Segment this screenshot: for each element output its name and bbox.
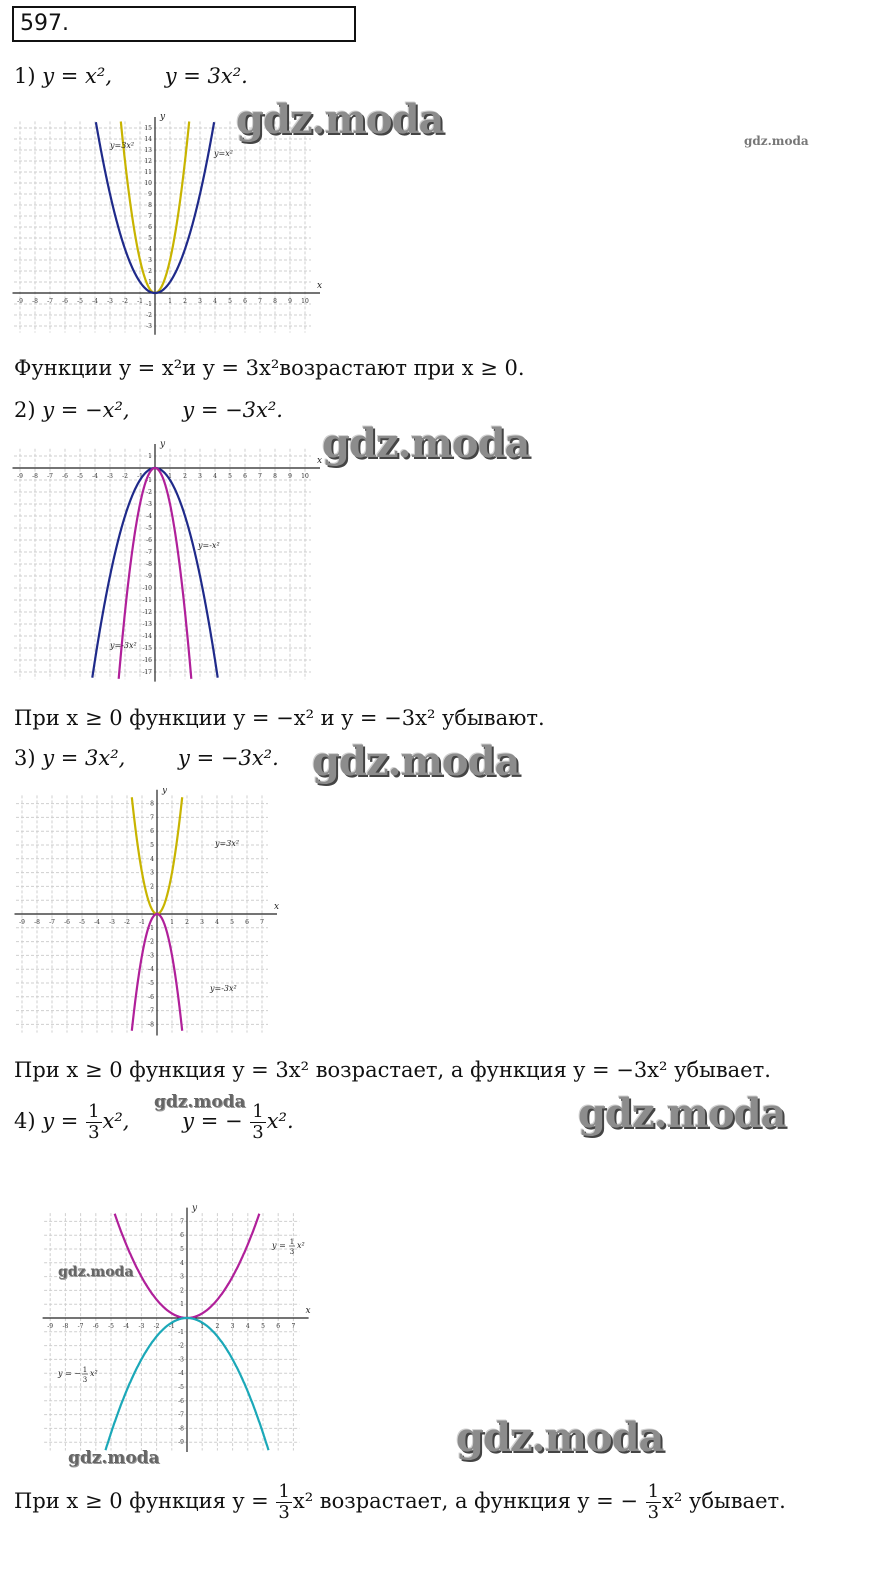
x-tick-label: -9 [17,298,23,305]
x-tick-label: -9 [19,919,25,926]
x-tick-label: 6 [276,1323,281,1330]
y-tick-label: -1 [146,301,152,308]
y-tick-label: 6 [148,224,152,231]
curve-label-frac-num: 1 [289,1238,295,1246]
x-tick-label: 8 [273,473,277,480]
x-tick-label: 5 [230,919,234,926]
curve-label-frac-num: 1 [82,1366,88,1374]
fraction-one-third [646,1482,661,1523]
y-tick-label: -7 [178,1411,184,1419]
y-tick-label: -12 [142,609,152,616]
x-tick-label: 7 [258,298,262,305]
y-tick-label: -2 [148,938,154,946]
y-tick-label: -4 [146,513,152,520]
y-tick-label: 4 [150,855,154,863]
grid [14,449,311,679]
section-1-heading [14,64,248,88]
section-1-func-a: y = x², [42,64,112,88]
y-tick-label: 7 [180,1218,184,1226]
x-tick-label: -5 [77,298,83,305]
x-tick-label: -2 [122,473,128,480]
curve-label: y=3x² [110,141,135,150]
x-tick-label: 5 [228,298,232,305]
y-tick-label: 7 [150,814,154,822]
x-tick-label: 6 [243,298,247,305]
x-tick-label: -3 [107,298,113,305]
graph-2 [10,436,322,684]
y-tick-label: -3 [146,501,152,508]
y-tick-label: -7 [148,1007,154,1015]
y-tick-label: 2 [180,1287,184,1295]
section-1-func-b: y = 3x². [164,64,248,88]
x-tick-label: 8 [273,298,277,305]
y-tick-label: 2 [150,883,154,891]
x-tick-label: -8 [34,919,40,926]
x-tick-label: 3 [200,919,204,926]
section-3-func-a: y = 3x², [42,746,126,770]
y-tick-label: -3 [146,323,152,330]
y-tick-label: -8 [148,1021,154,1029]
x-tick-label: -4 [92,298,98,305]
x-tick-label: 6 [243,473,247,480]
x-tick-label: -8 [32,473,38,480]
section-4-func-b-pre: y = − [182,1109,243,1133]
y-tick-label: -3 [148,952,154,960]
y-tick-label: -2 [146,312,152,319]
section-3-conclusion: При x ≥ 0 функция y = 3x² возрастает, а функция y = −3x² убывает. [14,1058,771,1082]
curve-label-frac-den: 3 [289,1248,295,1256]
y-tick-label: -8 [178,1425,184,1433]
y-tick-label: 3 [180,1273,184,1281]
x-tick-label: -6 [92,1323,99,1330]
frac-num: 1 [88,1101,100,1122]
x-tick-label: -5 [79,919,85,926]
section-2-label: 2) [14,398,36,422]
curve-label: y = − [58,1369,82,1378]
x-tick-label: 1 [170,919,174,926]
x-tick-label: -1 [137,473,143,480]
section-2-func-b: y = −3x². [182,398,283,422]
watermark-logo: gdz.moda [744,134,809,148]
y-tick-label: 6 [150,828,154,836]
section-4-func-b-post: x². [266,1109,294,1133]
y-tick-label: 8 [150,800,154,808]
graph-3 [10,788,326,1036]
watermark-logo: gdz.moda [456,1414,664,1461]
curve-label: y=-3x² [210,984,237,993]
x-tick-label: 10 [301,473,309,480]
y-tick-label: 13 [144,147,152,154]
x-tick-label: -8 [62,1323,69,1330]
y-tick-label: -4 [148,966,154,974]
y-tick-label: -5 [148,980,154,987]
y-tick-label: -7 [146,549,152,556]
frac-den: 3 [252,1122,264,1143]
y-tick-label: -6 [178,1397,184,1405]
y-tick-label: 5 [148,235,152,242]
x-tick-label: -2 [122,298,128,305]
y-tick-label: 11 [144,169,152,176]
x-tick-label: 7 [291,1323,296,1330]
y-tick-label: -14 [142,633,152,640]
y-tick-label: 15 [144,125,152,132]
y-tick-label: -8 [146,561,152,568]
section-3-heading [14,746,279,770]
x-tick-label: -7 [47,298,53,305]
graph-4 [10,1186,332,1452]
section-3-func-b: y = −3x². [178,746,279,770]
x-tick-label: 4 [245,1323,250,1330]
y-tick-label: -5 [146,525,152,532]
y-tick-label: 4 [148,246,152,253]
section-2-func-a: y = −x², [42,398,130,422]
x-tick-label: -1 [168,1323,175,1330]
x-tick-label: 1 [168,298,172,305]
x-tick-label: -2 [153,1323,160,1330]
x-tick-label: -4 [123,1323,130,1330]
watermark-logo: gdz.moda [578,1090,786,1137]
watermark-logo: gdz.moda [312,738,520,785]
y-tick-label: 6 [180,1232,184,1240]
x-tick-label: 1 [200,1323,205,1330]
curve-label: x² [297,1241,305,1250]
x-tick-label: -5 [77,473,83,480]
x-tick-label: 6 [245,919,249,926]
y-tick-label: -10 [142,585,152,592]
watermark-logo: gdz.moda [236,96,444,143]
y-axis-label: y [160,112,166,123]
x-tick-label: 7 [258,473,262,480]
frac-num: 1 [278,1481,290,1502]
fraction-one-third [86,1102,101,1143]
y-tick-label: -6 [146,537,152,544]
y-tick-label: -15 [142,645,152,652]
x-axis-label: x [317,281,322,291]
y-tick-label: 3 [148,257,152,264]
y-tick-label: -1 [148,924,154,932]
x-tick-label: 9 [288,473,292,480]
x-tick-label: 7 [260,919,264,926]
x-tick-label: 4 [215,919,219,926]
x-tick-label: -5 [108,1323,114,1330]
x-axis-label: x [274,902,280,912]
section-2-heading [14,398,283,422]
y-tick-label: 4 [180,1259,184,1267]
y-tick-label: -5 [178,1384,184,1391]
section-4-func-a-post: x², [102,1109,130,1133]
x-tick-label: -7 [49,919,55,926]
grid [14,121,311,332]
y-tick-label: 10 [144,180,152,187]
frac-den: 3 [88,1122,100,1143]
x-tick-label: 3 [198,473,202,480]
x-tick-label: 2 [215,1323,220,1330]
y-tick-label: -4 [178,1370,184,1378]
y-axis-label: y [160,439,166,450]
y-tick-label: -3 [178,1356,184,1364]
y-tick-label: -2 [178,1342,184,1350]
fraction-one-third [250,1102,265,1143]
frac-den: 3 [278,1502,290,1523]
section-4-conclusion [14,1482,786,1523]
curve-label: y=-3x² [110,641,137,650]
x-tick-label: -6 [62,298,68,305]
x-tick-label: -9 [17,473,23,480]
x-tick-label: 2 [185,919,189,926]
y-tick-label: 7 [148,213,152,220]
x-tick-label: -7 [77,1323,84,1330]
y-tick-label: 8 [148,202,152,209]
x-tick-label: 3 [230,1323,235,1330]
curve-label-frac-den: 3 [82,1376,88,1384]
x-tick-label: 5 [261,1323,265,1330]
y-tick-label: -6 [148,993,154,1001]
x-tick-label: -6 [62,473,68,480]
y-tick-label: 2 [148,268,152,275]
x-tick-label: -4 [94,919,100,926]
section-1-conclusion: Функции y = x²и y = 3x²возрастают при x ≥ 0. [14,356,525,380]
y-tick-label: -17 [142,669,152,676]
section-4-func-a-pre: y = [42,1109,79,1133]
problem-number: 597. [12,6,356,42]
watermark-logo: gdz.moda [322,420,530,467]
x-axis-label: x [317,456,322,466]
x-tick-label: -3 [107,473,113,480]
x-tick-label: -1 [137,298,143,305]
x-tick-label: 1 [168,473,172,480]
y-tick-label: 3 [150,869,154,877]
curve-label: y=x² [214,149,233,158]
frac-den: 3 [647,1502,660,1523]
y-tick-label: 1 [180,1301,184,1309]
section-3-label: 3) [14,746,36,770]
x-tick-label: -6 [64,919,70,926]
curve-label: y = [272,1241,286,1250]
x-tick-label: -9 [47,1323,54,1330]
y-tick-label: 12 [144,158,152,165]
x-tick-label: 4 [213,298,217,305]
watermark-logo: gdz.moda [154,1092,246,1112]
x-tick-label: -2 [124,919,130,926]
y-tick-label: 1 [148,453,152,460]
x-tick-label: -1 [139,919,145,926]
y-tick-label: -9 [146,573,152,580]
section-1-label: 1) [14,64,36,88]
y-tick-label: 9 [148,191,152,198]
y-tick-label: 1 [148,279,152,286]
x-tick-label: -3 [109,919,115,926]
y-tick-label: -2 [146,489,152,496]
x-tick-label: 10 [301,298,309,305]
y-tick-label: 14 [144,136,152,143]
frac-num: 1 [252,1101,264,1122]
y-tick-label: -9 [178,1439,184,1447]
curve-label: x² [90,1369,98,1378]
x-tick-label: 9 [288,298,292,305]
section-4-conclusion-part3: x² убывает. [662,1489,786,1513]
y-tick-label: 5 [180,1246,184,1253]
x-tick-label: -8 [32,298,38,305]
x-tick-label: 4 [213,473,217,480]
y-tick-label: -16 [142,657,152,664]
x-tick-label: -7 [47,473,53,480]
y-axis-label: y [192,1203,198,1214]
x-tick-label: -4 [92,473,98,480]
x-tick-label: -3 [138,1323,145,1330]
x-tick-label: 3 [198,298,202,305]
watermark-logo: gdz.moda [68,1448,160,1468]
frac-num: 1 [647,1481,660,1502]
x-axis-label: x [305,1306,311,1316]
y-tick-label: -13 [142,621,152,628]
y-tick-label: 1 [150,897,154,905]
section-2-conclusion: При x ≥ 0 функции y = −x² и y = −3x² убывают. [14,706,545,730]
y-axis-label: y [162,788,168,796]
y-tick-label: -1 [146,477,152,484]
section-4-label: 4) [14,1109,36,1133]
fraction-one-third [276,1482,291,1523]
curve-label: y=-x² [198,541,220,550]
watermark-logo: gdz.moda [58,1264,134,1280]
section-4-conclusion-part1: При x ≥ 0 функция y = [14,1489,269,1513]
x-tick-label: 2 [183,473,187,480]
grid [44,1213,299,1450]
x-tick-label: 2 [183,298,187,305]
curve-label: y=3x² [215,839,240,848]
y-tick-label: -11 [142,597,152,604]
x-tick-label: 5 [228,473,232,480]
y-tick-label: -1 [178,1328,184,1336]
section-4-conclusion-part2: x² возрастает, а функция y = − [292,1489,638,1513]
y-tick-label: 5 [150,842,154,849]
